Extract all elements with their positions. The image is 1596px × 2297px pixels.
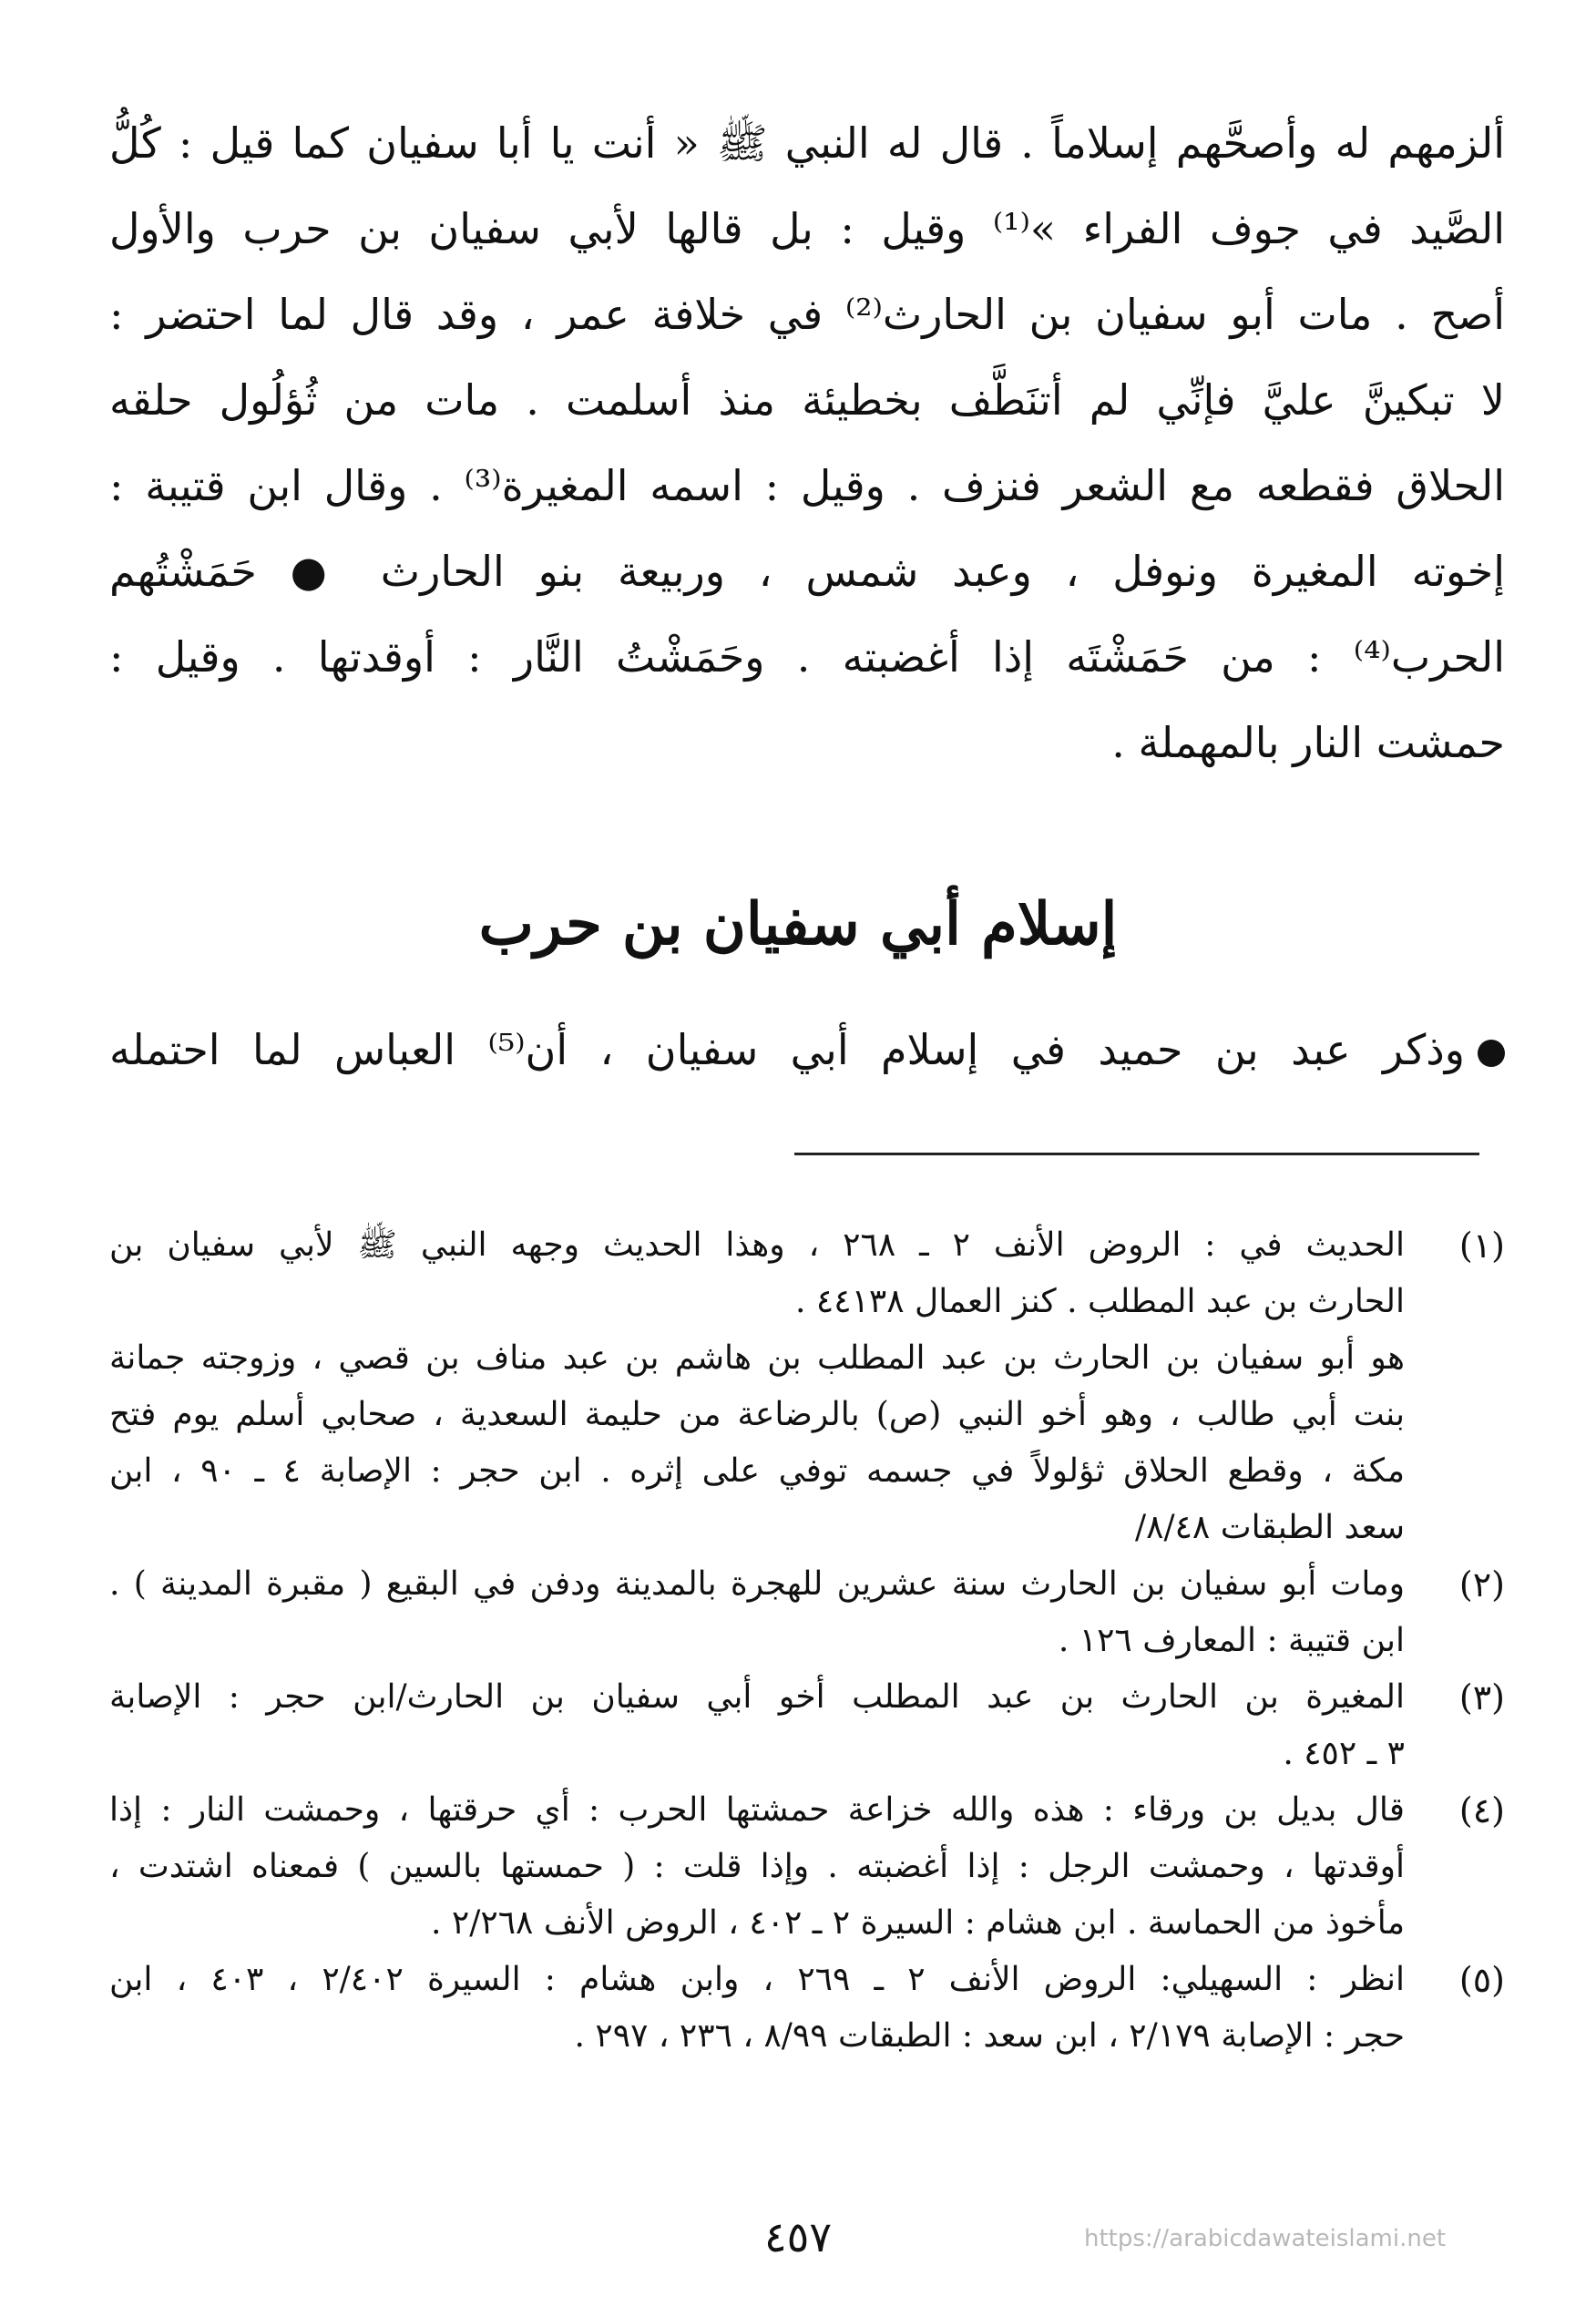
- main-text-line: الحلاق فقطعه مع الشعر فنزف . وقيل : اسمه المغيرة⁽³⁾ . وقال ابن قتيبة :: [109, 461, 1505, 510]
- footnote-line: الحارث بن عبد المطلب . كنز العمال ٤٤١٣٨ .: [795, 1283, 1405, 1320]
- footnote-number: (٤): [1458, 1790, 1505, 1830]
- watermark-url: https://arabicdawateislami.net: [1084, 2225, 1447, 2252]
- footnote-line: قال بديل بن ورقاء : هذه والله خزاعة حمشتها الحرب : أي حرقتها ، وحمشت النار : إذا: [109, 1791, 1405, 1829]
- main-text-line: إخوته المغيرة ونوفل ، وعبد شمس ، وربيعة بنو الحارث ● حَمَشْتُهم: [109, 547, 1505, 596]
- footnotes: [109, 1217, 1505, 2065]
- footnote-line: هو أبو سفيان بن الحارث بن عبد المطلب بن هاشم بن عبد مناف بن قصي ، وزوجته جمانة: [109, 1339, 1405, 1377]
- footnote-line: انظر : السهيلي: الروض الأنف ٢ ـ ٢٦٩ ، وابن هشام : السيرة ٢/٤٠٢ ، ٤٠٣ ، ابن: [109, 1961, 1405, 1998]
- footnote-line: ٣ ـ ٤٥٢ .: [1283, 1735, 1405, 1772]
- footnote-4: [109, 1782, 1505, 1952]
- intro-text: وذكر عبد بن حميد في إسلام أبي سفيان ، أن⁽⁵⁾ العباس لما احتمله: [109, 1025, 1466, 1074]
- footnote-line: مأخوذ من الحماسة . ابن هشام : السيرة ٢ ـ ٤٠٢ ، الروض الأنف ٢/٢٦٨ .: [431, 1904, 1405, 1942]
- footnote-line: حجر : الإصابة ٢/١٧٩ ، ابن سعد : الطبقات ٨/٩٩ ، ٢٣٦ ، ٢٩٧ .: [574, 2017, 1405, 2055]
- footnote-number: (٣): [1458, 1677, 1505, 1718]
- section-heading: إسلام أبي سفيان بن حرب: [478, 890, 1118, 959]
- intro-paragraph: [109, 1013, 1505, 1086]
- main-text-line: الصَّيد في جوف الفراء »⁽¹⁾ وقيل : بل قالها لأبي سفيان بن حرب والأول: [109, 204, 1505, 253]
- main-text-line: ألزمهم له وأصحَّهم إسلاماً . قال له النبي ﷺ « أنت يا أبا سفيان كما قيل : كُلُّ: [109, 118, 1505, 168]
- footnote-line: سعد الطبقات ٨/٤٨/: [1134, 1509, 1405, 1546]
- footnote-line: ابن قتيبة : المعارف ١٢٦ .: [1058, 1622, 1405, 1659]
- footnote-line: مكة ، وقطع الحلاق ثؤلولاً في جسمه توفي على إثره . ابن حجر : الإصابة ٤ ـ ٩٠ ، ابن: [109, 1452, 1405, 1490]
- main-text-line: أصح . مات أبو سفيان بن الحارث⁽²⁾ في خلافة عمر ، وقد قال لما احتضر :: [109, 290, 1505, 339]
- footnote-divider: [794, 1153, 1479, 1155]
- footnote-line: المغيرة بن الحارث بن عبد المطلب أخو أبي سفيان بن الحارث/ابن حجر : الإصابة: [109, 1678, 1405, 1716]
- footnote-line: ومات أبو سفيان بن الحارث سنة عشرين للهجرة بالمدينة ودفن في البقيع ( مقبرة المدينة ) .: [109, 1565, 1405, 1603]
- footnote-number: (٥): [1458, 1960, 1505, 2000]
- footnote-line: بنت أبي طالب ، وهو أخو النبي (ص) بالرضاعة من حليمة السعدية ، صحابي أسلم يوم فتح: [109, 1396, 1405, 1433]
- main-text-line: حمشت النار بالمهملة .: [1111, 718, 1505, 767]
- footnote-line: أوقدتها ، وحمشت الرجل : إذا أغضبته . وإذا قلت : ( حمستها بالسين ) فمعناه اشتدت ،: [109, 1848, 1405, 1885]
- footnote-number: (٢): [1458, 1564, 1505, 1605]
- footnote-3: [109, 1669, 1505, 1782]
- footnote-line: الحديث في : الروض الأنف ٢ ـ ٢٦٨ ، وهذا الحديث وجهه النبي ﷺ لأبي سفيان بن: [109, 1226, 1405, 1264]
- footnote-2: [109, 1556, 1505, 1669]
- footnote-5: [109, 1952, 1505, 2065]
- main-text: [109, 100, 1505, 785]
- main-text-line: الحرب⁽⁴⁾ : من حَمَشْتَه إذا أغضبته . وحَمَشْتُ النَّار : أوقدتها . وقيل :: [109, 632, 1505, 682]
- footnote-1: [109, 1217, 1505, 1556]
- bullet-icon: [1478, 1040, 1505, 1067]
- main-text-line: لا تبكينَّ عليَّ فإنِّي لم أتنَطَّف بخطيئة منذ أسلمت . مات من ثُؤلُول حلقه: [109, 375, 1505, 425]
- footnote-number: (١): [1458, 1225, 1505, 1266]
- page-number: ٤٥٧: [763, 2212, 833, 2261]
